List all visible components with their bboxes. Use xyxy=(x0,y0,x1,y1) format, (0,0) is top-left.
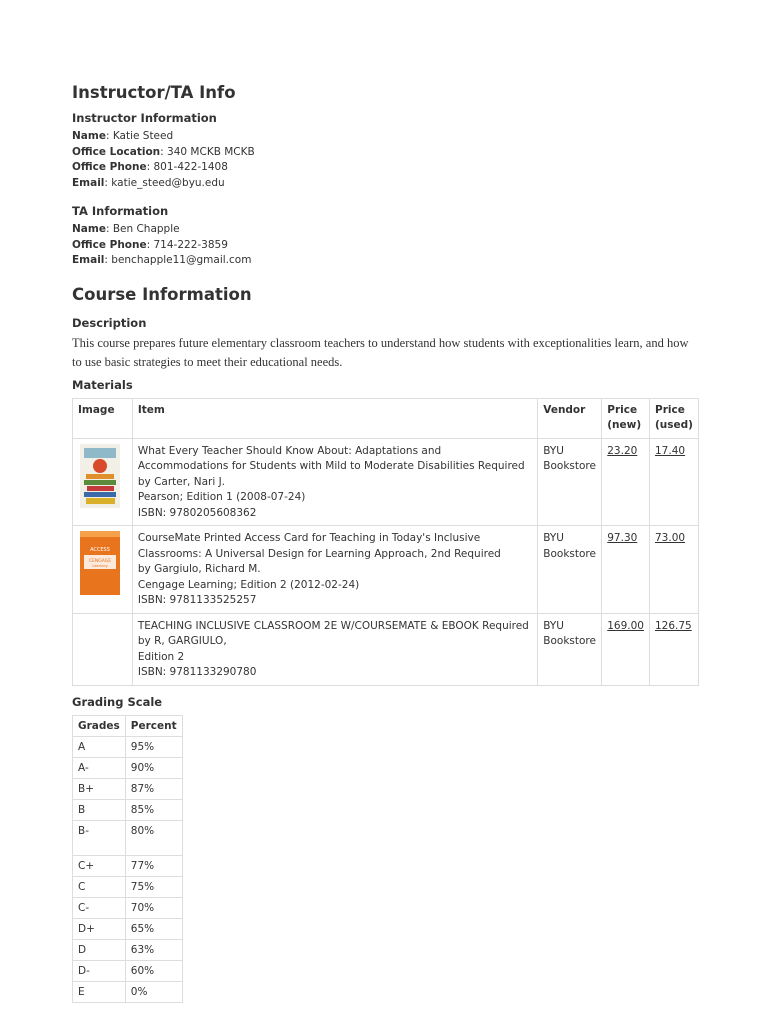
material-price-new-cell xyxy=(602,438,650,526)
material-title: What Every Teacher Should Know About: Adaptations and Accommodations for Students with Mild to Moderate Disabilities Required xyxy=(137,444,525,472)
material-row xyxy=(73,526,699,614)
instructor-office-phone: Office Phone: 801-422-1408 xyxy=(72,161,228,173)
material-vendor: BYU Bookstore xyxy=(538,613,602,685)
grade-row xyxy=(73,757,183,778)
grade-letter: C- xyxy=(73,897,126,918)
material-price-new-link[interactable]: 169.00 xyxy=(607,619,644,632)
grade-row xyxy=(73,820,183,855)
grade-row xyxy=(73,981,183,1002)
ta-email: Email: benchapple11@gmail.com xyxy=(72,254,252,266)
material-title: TEACHING INCLUSIVE CLASSROOM 2E W/COURSEMATE & EBOOK Required xyxy=(137,619,529,632)
grade-row xyxy=(73,897,183,918)
ta-name: Name: Ben Chapple xyxy=(72,223,180,235)
grade-percent: 65% xyxy=(125,918,182,939)
material-row xyxy=(73,613,699,685)
material-isbn: ISBN: 9781133290780 xyxy=(137,666,257,678)
grade-row xyxy=(73,960,183,981)
grade-percent: 0% xyxy=(125,981,182,1002)
grade-percent: 87% xyxy=(125,778,182,799)
instructor-info-heading: Instructor Information xyxy=(72,111,217,125)
image-column-header: Image xyxy=(73,398,133,438)
grade-letter: C+ xyxy=(73,855,126,876)
grade-row xyxy=(73,778,183,799)
material-item-cell xyxy=(132,613,537,685)
instructor-ta-title: Instructor/TA Info xyxy=(72,83,236,102)
instructor-office-location: Office Location: 340 MCKB MCKB xyxy=(72,145,255,158)
material-price-new-link[interactable]: 97.30 xyxy=(607,532,638,544)
material-price-used-cell xyxy=(650,526,699,614)
grade-row xyxy=(73,799,183,820)
cengage-cover-image[interactable] xyxy=(80,531,120,595)
material-price-new-link[interactable]: 23.20 xyxy=(607,444,638,457)
grade-percent: 75% xyxy=(125,876,182,897)
grading-scale-heading: Grading Scale xyxy=(72,694,163,709)
material-title: CourseMate Printed Access Card for Teaching in Today's Inclusive Classrooms: A Universal Design for Learning Approach, 2nd Required xyxy=(137,532,501,560)
grade-row xyxy=(73,918,183,939)
grades-column-header: Grades xyxy=(73,715,126,736)
material-isbn: ISBN: 9781133525257 xyxy=(137,594,257,606)
material-image-cell xyxy=(73,438,133,526)
cover-text-cengage: CENGAGE xyxy=(88,559,112,564)
grading-scale-table xyxy=(72,715,183,1003)
material-publisher: Cengage Learning; Edition 2 (2012-02-24) xyxy=(137,578,360,591)
material-price-used-link[interactable]: 17.40 xyxy=(655,444,686,457)
instructor-name: Name: Katie Steed xyxy=(72,130,174,142)
material-price-new-cell xyxy=(602,526,650,614)
grade-letter: A xyxy=(73,736,126,757)
grade-percent: 60% xyxy=(125,960,182,981)
grade-letter: D- xyxy=(73,960,126,981)
grade-letter: B xyxy=(73,799,126,820)
grade-percent: 63% xyxy=(125,939,182,960)
grade-row xyxy=(73,736,183,757)
grade-percent: 85% xyxy=(125,799,182,820)
grade-percent: 90% xyxy=(125,757,182,778)
materials-header-row xyxy=(73,398,699,438)
materials-heading: Materials xyxy=(72,377,133,392)
grade-percent: 70% xyxy=(125,897,182,918)
grade-letter: B- xyxy=(73,820,126,855)
material-vendor: BYU Bookstore xyxy=(538,526,602,614)
item-column-header: Item xyxy=(132,398,537,438)
grade-letter: E xyxy=(73,981,126,1002)
material-publisher: Pearson; Edition 1 (2008-07-24) xyxy=(137,491,306,503)
syllabus-page xyxy=(72,82,699,1003)
material-author: by R, GARGIULO, xyxy=(137,635,227,647)
vendor-column-header: Vendor xyxy=(538,398,602,438)
grade-percent: 95% xyxy=(125,736,182,757)
material-author: by Carter, Nari J. xyxy=(137,475,226,488)
material-price-used-cell xyxy=(650,438,699,526)
cover-text-learning: Learning xyxy=(92,564,108,568)
percent-column-header: Percent xyxy=(125,715,182,736)
course-info-title: Course Information xyxy=(72,284,252,304)
material-author: by Gargiulo, Richard M. xyxy=(137,563,261,575)
material-price-new-cell xyxy=(602,613,650,685)
material-image-cell xyxy=(73,613,133,685)
course-description: This course prepares future elementary classroom teachers to understand how students with exceptionalities learn, and how to use basic strategies to meet their educational needs. xyxy=(72,335,689,369)
description-heading: Description xyxy=(72,315,147,330)
material-isbn: ISBN: 9780205608362 xyxy=(137,506,257,519)
cover-text-access: ACCESS xyxy=(90,547,110,553)
material-price-used-link[interactable]: 126.75 xyxy=(655,619,692,632)
grade-percent: 80% xyxy=(125,820,182,855)
material-item-cell xyxy=(132,438,537,526)
grading-header-row xyxy=(73,715,183,736)
material-publisher: Edition 2 xyxy=(137,650,185,663)
materials-table xyxy=(72,398,699,686)
grade-percent: 77% xyxy=(125,855,182,876)
grade-letter: D xyxy=(73,939,126,960)
instructor-email: Email: katie_steed@byu.edu xyxy=(72,176,225,189)
grade-row xyxy=(73,939,183,960)
grade-letter: B+ xyxy=(73,778,126,799)
material-price-used-cell xyxy=(650,613,699,685)
material-image-cell xyxy=(73,526,133,614)
price-used-column-header: Price (used) xyxy=(650,398,699,438)
grade-letter: D+ xyxy=(73,918,126,939)
price-new-column-header: Price (new) xyxy=(602,398,650,438)
grade-row xyxy=(73,855,183,876)
grade-letter: A- xyxy=(73,757,126,778)
ta-info-heading: TA Information xyxy=(72,204,169,218)
material-price-used-link[interactable]: 73.00 xyxy=(655,532,686,544)
material-row xyxy=(73,438,699,526)
grade-row xyxy=(73,876,183,897)
material-vendor: BYU Bookstore xyxy=(538,438,602,526)
book-stack-cover-image[interactable] xyxy=(80,444,120,508)
grade-letter: C xyxy=(73,876,126,897)
material-item-cell xyxy=(132,526,537,614)
ta-office-phone: Office Phone: 714-222-3859 xyxy=(72,238,228,251)
